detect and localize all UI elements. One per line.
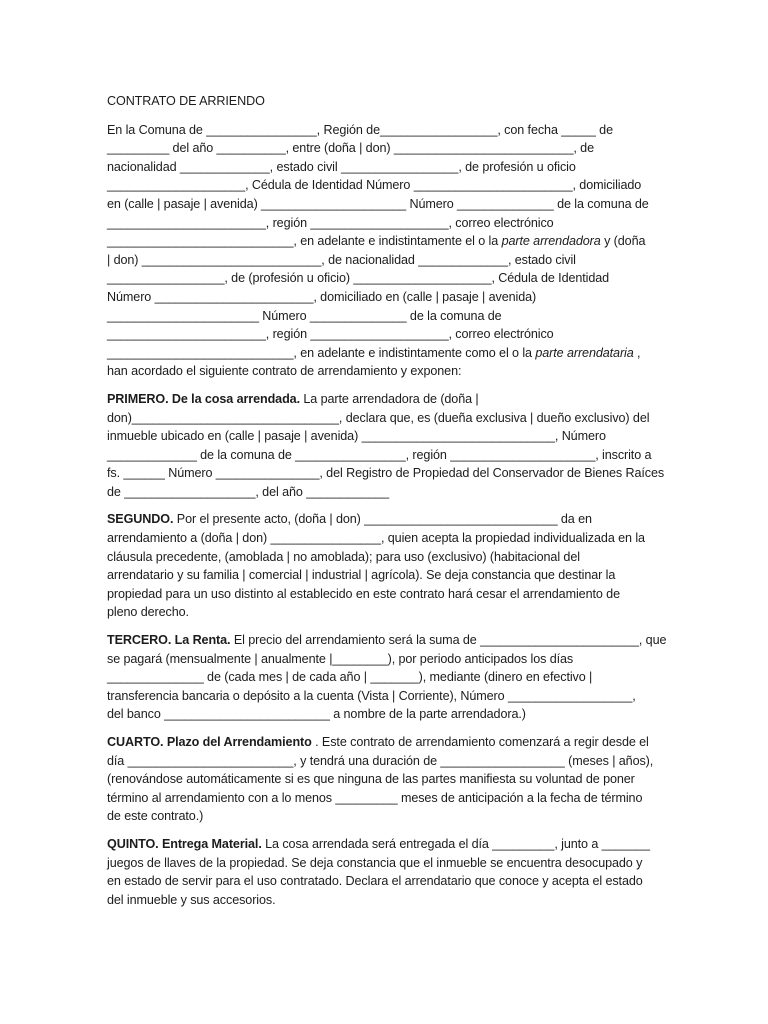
- clause-paragraph: [107, 510, 664, 622]
- italic-term: parte arrendataria: [535, 345, 634, 360]
- clause-text: pleno derecho.: [107, 605, 189, 620]
- intro-text: En la Comuna de ________________, Región de_________________, con fecha _____ de: [107, 122, 613, 137]
- intro-line: [107, 344, 664, 363]
- intro-line: [107, 139, 664, 158]
- clause-text: arrendamiento a (doña | don) ________________, quien acepta la propiedad individualizada en la: [107, 531, 645, 546]
- intro-line: [107, 362, 664, 381]
- clause-line: [107, 427, 664, 446]
- intro-text: ______________________ Número ______________ de la comuna de: [107, 308, 502, 323]
- intro-line: [107, 325, 664, 344]
- intro-text: _______________________, región ____________________, correo electrónico: [107, 215, 554, 230]
- clause-text: día ________________________, y tendrá una duración de __________________ (meses | años),: [107, 753, 654, 768]
- intro-text: nacionalidad _____________, estado civil _________________, de profesión u oficio: [107, 159, 576, 174]
- clause-line: [107, 835, 664, 854]
- clause-text: arrendatario y su familia | comercial | industrial | agrícola). Se deja constancia que destinar la: [107, 568, 616, 583]
- intro-text: y (doña: [600, 234, 646, 249]
- intro-line: [107, 121, 664, 140]
- intro-text: ___________________________, en adelante e indistintamente el o la: [107, 234, 502, 249]
- clause-line: [107, 446, 664, 465]
- intro-text: _________________, de (profesión u oficio) ____________________, Cédula de Identidad: [107, 271, 610, 286]
- clause-line: [107, 733, 664, 752]
- clause-line: [107, 464, 664, 483]
- clause-line: [107, 687, 664, 706]
- clause-heading: TERCERO. La Renta.: [107, 633, 231, 648]
- intro-text: _______________________, región ____________________, correo electrónico: [107, 327, 554, 342]
- intro-line: [107, 288, 664, 307]
- clause-text: _____________ de la comuna de ________________, región _____________________, inscrito a: [107, 447, 652, 462]
- document-title: CONTRATO DE ARRIENDO: [107, 94, 265, 108]
- clause-line: [107, 807, 664, 826]
- clause-line: [107, 872, 664, 891]
- clause-text: El precio del arrendamiento será la suma de _______________________, que: [230, 633, 667, 648]
- intro-line: [107, 176, 664, 195]
- intro-line: [107, 269, 664, 288]
- clause-heading: CUARTO. Plazo del Arrendamiento: [107, 735, 312, 749]
- clause-text: se pagará (mensualmente | anualmente |________), por periodo anticipados los días: [107, 651, 574, 666]
- clause-line: [107, 854, 664, 873]
- clause-text: juegos de llaves de la propiedad. Se deja constancia que el inmueble se encuentra desocupado y: [107, 855, 643, 870]
- clauses-container: [107, 390, 667, 909]
- clause-paragraph: [107, 631, 667, 724]
- clause-line: [107, 390, 664, 409]
- intro-text: ____________________, Cédula de Identidad Número _______________________, domiciliado: [107, 178, 642, 193]
- intro-text: ___________________________, en adelante e indistintamente como el o la: [107, 345, 536, 360]
- clause-text: de este contrato.): [107, 809, 204, 824]
- intro-text: han acordado el siguiente contrato de arrendamiento y exponen:: [107, 364, 462, 379]
- clause-text: del inmueble y sus accesorios.: [107, 892, 276, 907]
- clause-heading: PRIMERO. De la cosa arrendada.: [107, 391, 300, 406]
- intro-text: en (calle | pasaje | avenida) _____________________ Número ______________ de la comuna de: [107, 196, 649, 211]
- intro-text: Número _______________________, domiciliado en (calle | pasaje | avenida): [107, 289, 537, 304]
- clause-text: propiedad para un uso distinto al establecido en este contrato hará cesar el arrendamiento de: [107, 586, 620, 601]
- clause-line: [107, 705, 664, 724]
- clause-text: en estado de servir para el uso contratado. Declara el arrendatario que conoce y acepta el estado: [107, 874, 643, 889]
- clause-text: (renovándose automáticamente si es que ninguna de las partes manifiesta su voluntad de poner: [107, 772, 635, 787]
- clause-text: del banco ________________________ a nombre de la parte arrendadora.): [107, 707, 526, 722]
- clause-line: [107, 891, 664, 910]
- clause-line: [107, 529, 664, 548]
- clause-text: ______________ de (cada mes | de cada año | _______), mediante (dinero en efectivo |: [107, 670, 593, 685]
- clause-text: fs. ______ Número _______________, del Registro de Propiedad del Conservador de Bienes Raíces: [107, 466, 665, 481]
- intro-text: ,: [633, 345, 641, 360]
- clause-text: Por el presente acto, (doña | don) ____________________________ da en: [173, 512, 592, 527]
- intro-text: _________ del año __________, entre (doña | don) __________________________, de: [107, 141, 594, 156]
- clause-line: [107, 770, 664, 789]
- clause-line: [107, 566, 664, 585]
- clause-text: . Este contrato de arrendamiento comenzará a regir desde el: [311, 735, 649, 749]
- intro-line: [107, 251, 664, 270]
- intro-paragraph: [107, 121, 664, 381]
- clause-line: [107, 789, 664, 808]
- clause-line: [107, 510, 664, 529]
- clause-heading: SEGUNDO.: [107, 512, 174, 527]
- clause-text: La cosa arrendada será entregada el día _________, junto a _______: [261, 836, 650, 851]
- clause-text: de ___________________, del año ____________: [107, 484, 390, 499]
- intro-line: [107, 307, 664, 326]
- clause-text: cláusula precedente, (amoblada | no amoblada); para uso (exclusivo) (habitacional del: [107, 549, 580, 564]
- clause-text: La parte arrendadora de (doña |: [299, 391, 479, 406]
- intro-line: [107, 214, 664, 233]
- clause-line: [107, 585, 664, 604]
- clause-text: inmueble ubicado en (calle | pasaje | avenida) ____________________________, Número: [107, 429, 606, 444]
- intro-line: [107, 232, 664, 251]
- clause-line: [107, 409, 664, 428]
- clause-line: [107, 603, 664, 622]
- clause-text: término al arrendamiento con a lo menos _________ meses de anticipación a la fecha de término: [107, 790, 643, 805]
- clause-text: don)______________________________, declara que, es (dueña exclusiva | dueño exclusivo) del: [107, 410, 650, 425]
- clause-line: [107, 752, 664, 771]
- clause-paragraph: [107, 390, 664, 502]
- clause-paragraph: [107, 733, 664, 826]
- clause-heading: QUINTO. Entrega Material.: [107, 836, 262, 851]
- clause-line: [107, 650, 664, 669]
- clause-line: [107, 548, 664, 567]
- clause-line: [107, 668, 664, 687]
- intro-line: [107, 195, 664, 214]
- italic-term: parte arrendadora: [501, 234, 601, 249]
- clause-line: [107, 631, 667, 650]
- intro-line: [107, 158, 664, 177]
- clause-paragraph: [107, 835, 664, 909]
- clause-text: transferencia bancaria o depósito a la cuenta (Vista | Corriente), Número __________________,: [107, 688, 636, 703]
- intro-text: | don) __________________________, de nacionalidad _____________, estado civil: [107, 252, 576, 267]
- clause-line: [107, 483, 664, 502]
